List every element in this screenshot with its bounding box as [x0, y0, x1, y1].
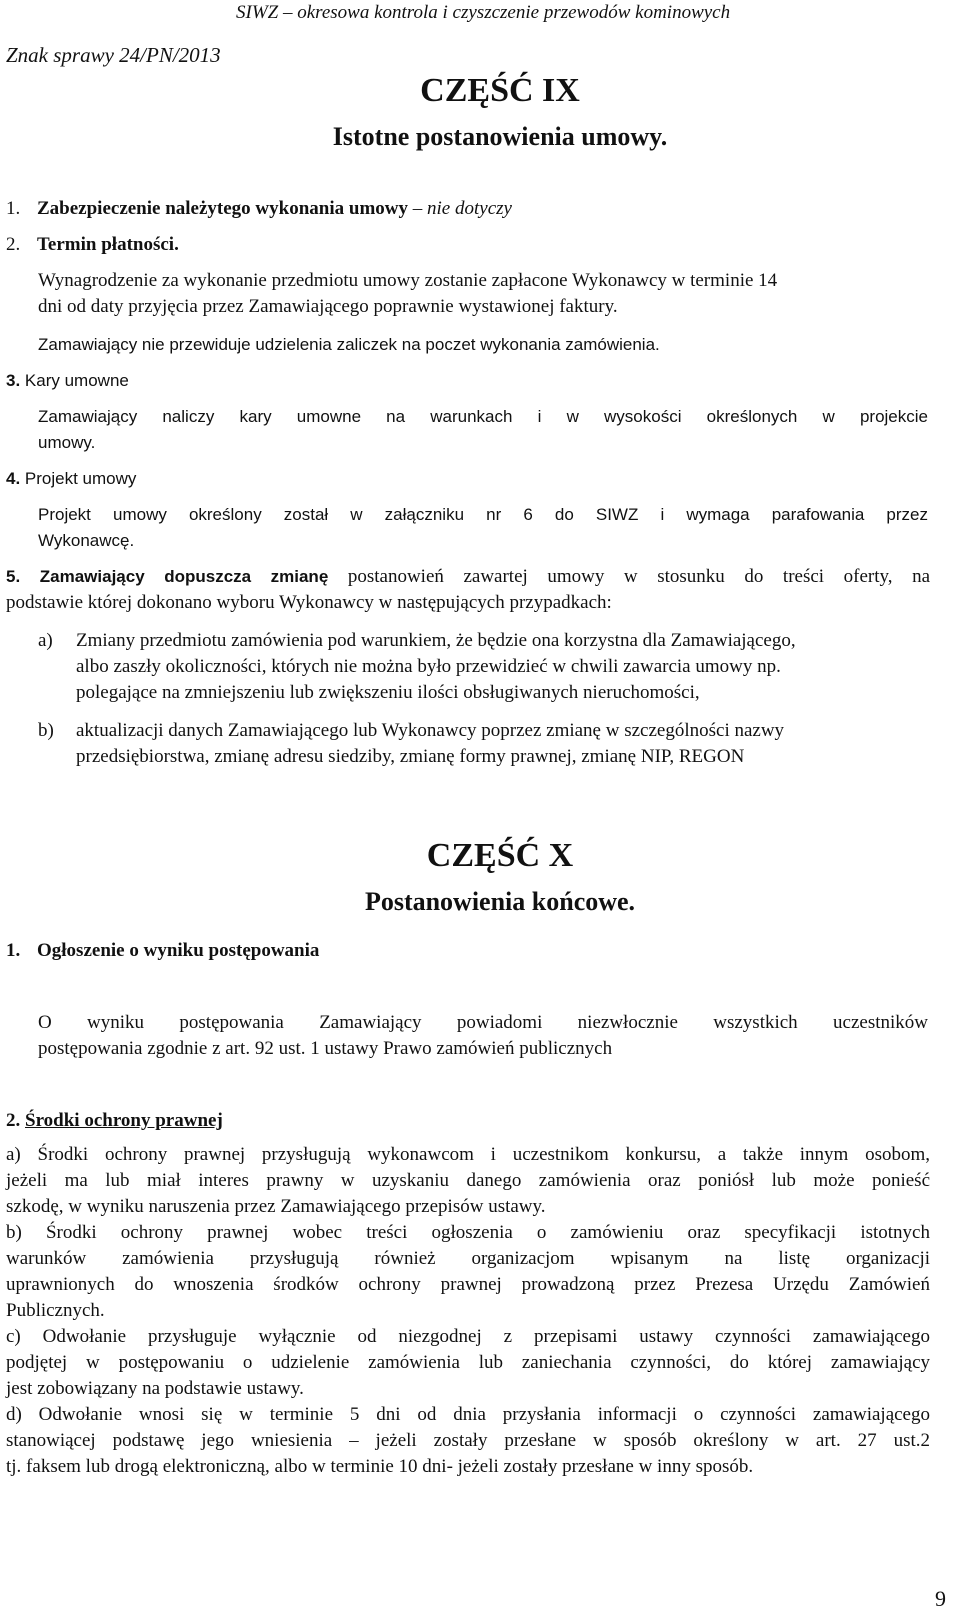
item-number: 2. — [6, 234, 21, 255]
part-9-subtitle: Istotne postanowienia umowy. — [332, 122, 668, 151]
part-10-subtitle: Postanowienia końcowe. — [364, 887, 636, 916]
change-a-line-3: polegające na zmniejszeniu lub zwiększeniu ilości obsługiwanych nieruchomości, — [76, 682, 700, 703]
item-label: Zabezpieczenie należytego wykonania umowy — [37, 198, 409, 219]
section-number: 2. — [6, 1110, 21, 1131]
item-label: Projekt umowy — [24, 469, 137, 488]
part-10-title: CZĘŚĆ X — [426, 837, 574, 874]
section-1-text-line-1 — [38, 1010, 928, 1036]
para-c-line-3: jest zobowiązany na podstawie ustawy. — [6, 1378, 304, 1399]
para-d-line-2: stanowiącej podstawę jego wniesienia – jeżeli zostały przesłane w sposób określony w art. 27 ust.2 — [6, 1430, 930, 1451]
section-1-text-line-2: postępowania zgodnie z art. 92 ust. 1 ustawy Prawo zamówień publicznych — [38, 1038, 613, 1059]
item-note: nie dotyczy — [427, 198, 512, 219]
item-number: 1. — [6, 198, 21, 219]
change-b-line-1: aktualizacji danych Zamawiającego lub Wykonawcy poprzez zmianę w szczególności nazwy — [76, 720, 785, 741]
draft-text-line-2: Wykonawcę. — [38, 531, 135, 550]
item-4 — [6, 466, 136, 492]
item-label: Termin płatności. — [37, 234, 179, 255]
item-number: 4. — [6, 469, 21, 488]
para-d-line-3: tj. faksem lub drogą elektroniczną, albo w terminie 10 dni- jeżeli zostały przesłane w inny sposób. — [6, 1456, 754, 1477]
payment-text-line-2: dni od daty przyjęcia przez Zamawiającego poprawnie wystawionej faktury. — [38, 296, 618, 317]
para-b-line-4: Publicznych. — [6, 1300, 105, 1321]
changes-text-line-2: podstawie której dokonano wyboru Wykonawcy w następujących przypadkach: — [6, 592, 612, 613]
item-5 — [6, 564, 930, 590]
section-1-text: O wyniku postępowania Zamawiający powiadomi niezwłocznie wszystkich uczestników — [38, 1012, 928, 1033]
case-reference: Znak sprawy 24/PN/2013 — [6, 43, 221, 67]
para-a — [6, 1142, 930, 1480]
section-label: Ogłoszenie o wyniku postępowania — [37, 940, 320, 961]
para-c-line-1: c) Odwołanie przysługuje wyłącznie od niezgodnej z przepisami ustawy czynności zamawiającego — [6, 1326, 930, 1347]
payment-text-line-1: Wynagrodzenie za wykonanie przedmiotu umowy zostanie zapłacone Wykonawcy w terminie 14 — [38, 270, 778, 291]
section-1-heading — [6, 938, 319, 964]
penalties-text-line-2: umowy. — [38, 433, 96, 452]
page-number: 9 — [935, 1586, 946, 1611]
para-b-line-3: uprawnionych do wnoszenia środków ochrony prawnej prowadzoną przez Prezesa Urzędu Zamówień — [6, 1274, 930, 1295]
para-b-line-1: b) Środki ochrony prawnej wobec treści ogłoszenia o zamówieniu oraz specyfikacji istotnych — [6, 1222, 930, 1243]
change-b-line-2: przedsiębiorstwa, zmianę adresu siedziby, zmianę formy prawnej, zmianę NIP, REGON — [76, 746, 745, 767]
item-label: Kary umowne — [24, 371, 129, 390]
changes-bold-text: Zamawiający dopuszcza zmianę — [39, 567, 329, 586]
running-header: SIWZ – okresowa kontrola i czyszczenie przewodów kominowych — [236, 2, 731, 23]
penalties-text: Zamawiający naliczy kary umowne na warunkach i w wysokości określonych w projekcie — [38, 407, 928, 426]
para-c-line-2: podjętej w postępowaniu o udzielenie zamówienia lub zaniechania czynności, do której zamawiający — [6, 1352, 930, 1373]
item-number: 3. — [6, 371, 21, 390]
penalties-text-line-1 — [38, 404, 928, 430]
change-a-line-2: albo zaszły okoliczności, których nie można było przewidzieć w chwili zawarcia umowy np. — [76, 656, 781, 677]
para-a-line-3: szkodę, w wyniku naruszenia przez Zamawiającego przepisów ustawy. — [6, 1196, 546, 1217]
para-a-line-1: a) Środki ochrony prawnej przysługują wykonawcom i uczestnikom konkursu, a także innym osobom, — [6, 1144, 930, 1165]
draft-text: Projekt umowy określony został w załączniku nr 6 do SIWZ i wymaga parafowania przez — [38, 505, 928, 524]
section-label: Środki ochrony prawnej — [25, 1110, 223, 1131]
item-number: 5. — [6, 567, 21, 586]
item-3 — [6, 368, 129, 394]
draft-text-line-1 — [38, 502, 928, 528]
changes-text: postanowień zawartej umowy w stosunku do treści oferty, na — [347, 566, 931, 587]
para-a-line-2: jeżeli ma lub miał interes prawny w uzyskaniu danego zamówienia oraz poniósł lub może ponieść — [6, 1170, 930, 1191]
section-number: 1. — [6, 940, 21, 961]
section-2-heading — [6, 1108, 223, 1134]
change-a-label: a) — [38, 630, 53, 651]
advance-payment-text: Zamawiający nie przewiduje udzielenia zaliczek na poczet wykonania zamówienia. — [38, 335, 660, 354]
change-b-label: b) — [38, 720, 54, 741]
item-2 — [6, 232, 179, 258]
part-9-title: CZĘŚĆ IX — [420, 72, 580, 109]
change-a-line-1: Zmiany przedmiotu zamówienia pod warunkiem, że będzie ona korzystna dla Zamawiającego, — [76, 630, 796, 651]
item-1: 1. Zabezpieczenie należytego wykonania umowy – nie dotyczy — [6, 196, 512, 222]
para-d-line-1: d) Odwołanie wnosi się w terminie 5 dni od dnia przysłania informacji o czynności zamawiającego — [6, 1404, 930, 1425]
para-b-line-2: warunków zamówienia przysługują również organizacjom wpisanym na listę organizacji — [6, 1248, 930, 1269]
